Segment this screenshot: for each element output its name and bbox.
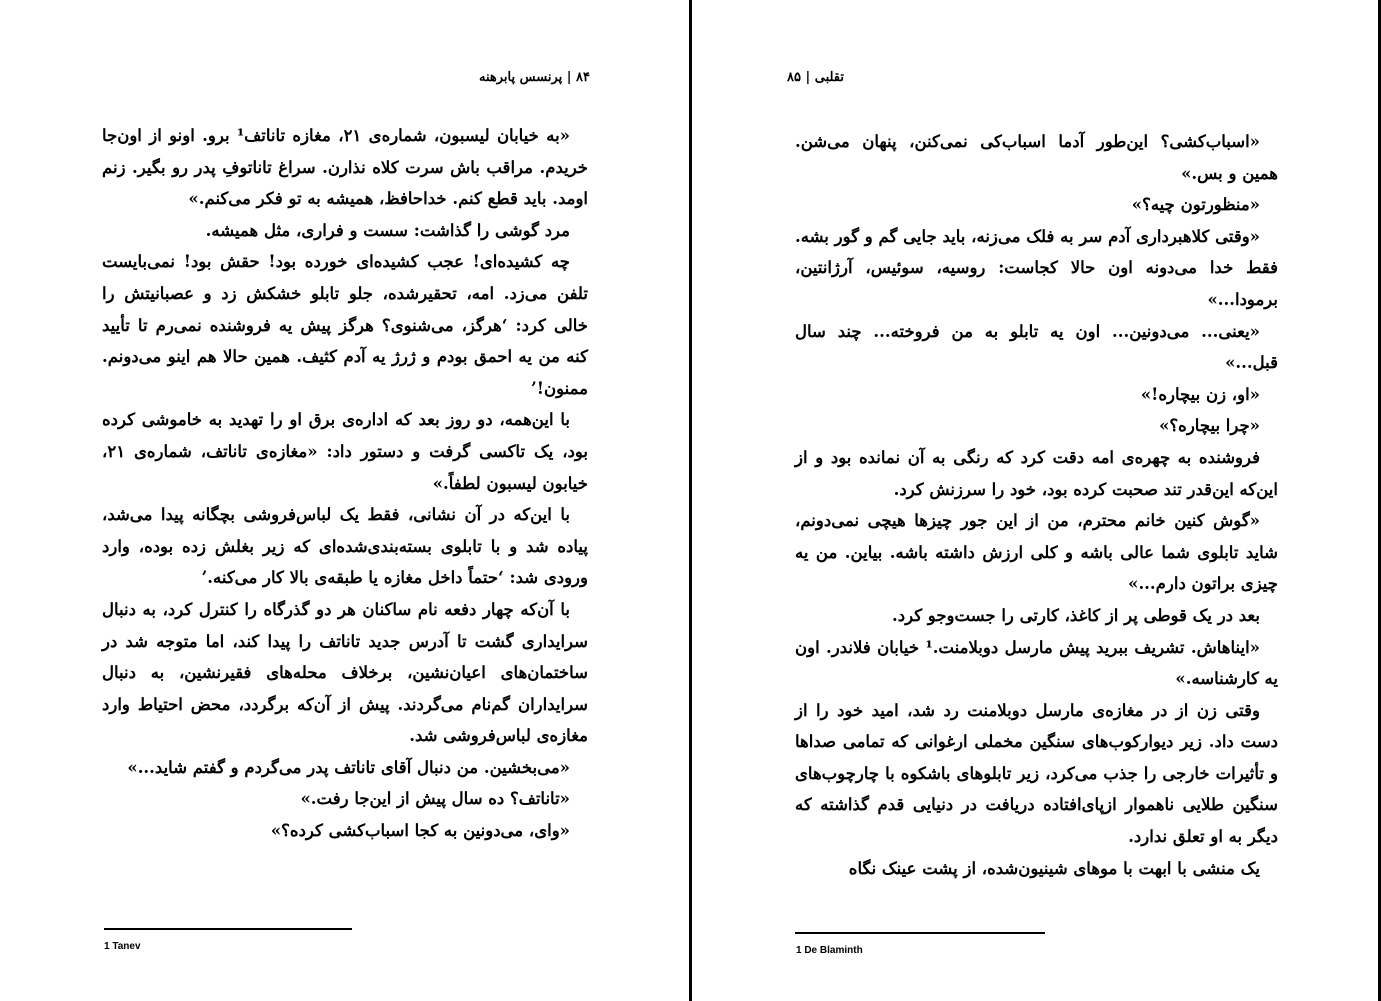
paragraph: «وقتی کلاهبرداری آدم سر به فلک می‌زنه، باید جایی گم و گور بشه. فقط خدا می‌دونه اون حالا کجاست: روسیه، سوئیس، آرژانتین، برمودا...» xyxy=(795,226,1278,309)
paragraph: با آن‌که چهار دفعه نام ساکنان هر دو گذرگاه را کنترل کرد، به دنبال سرایداری گشت تا آدرس جدید تاناتف را پیدا کند، اما متوجه شد در ساختمان‌های اعیان‌نشین، برخلاف محله‌های فقیرنشین، به دنبال سرایداران گم‌نام می‌گردند. پیش از آن‌که برگردد، محض احتیاط وارد مغازه‌ی لباس‌فروشی شد. xyxy=(102,599,588,746)
paragraph: «چرا بیچاره؟» xyxy=(1159,416,1260,436)
paragraph: «وای، می‌دونین به کجا اسباب‌کشی کرده؟» xyxy=(270,821,570,841)
paragraph: «منظورتون چیه؟» xyxy=(1131,195,1260,215)
paragraph: فروشنده به چهره‌ی امه دقت کرد که رنگی به آن نمانده بود و از این‌که این‌قدر تند صحبت کرده بود، خود را سرزنش کرد. xyxy=(795,447,1278,499)
body-text-right xyxy=(795,126,1278,884)
paragraph: چه کشیده‌ای! عجب کشیده‌ای خورده بود! حقش بود! نمی‌بایست تلفن می‌زد. امه، تحقیرشده، جلو تابلو خشکش زد و عصبانیتش را خالی کرد: ‘هرگز، می‌شنوی؟ هرگز پیش یه فروشنده نمی‌رم تا تأیید کنه من یه احمق بودم و ژرژ یه آدم کثیف. همین حالا هم اینو می‌دونم. ممنون!’ xyxy=(102,252,588,398)
paragraph: «او، زن بیچاره!» xyxy=(1140,384,1260,404)
paragraph: «یعنی... می‌دونین... اون یه تابلو به من فروخته... چند سال قبل...» xyxy=(795,321,1278,373)
footnote-right: 1 De Blaminth xyxy=(796,945,863,956)
footnote-left: 1 Tanev xyxy=(104,941,141,952)
running-head-right: تقلبی | ۸۵ xyxy=(787,70,845,85)
running-head-left: ۸۴ | پرنسس پابرهنه xyxy=(479,70,590,85)
paragraph: «اسباب‌کشی؟ این‌طور آدما اسباب‌کی نمی‌کنن، پنهان می‌شن. همین و بس.» xyxy=(795,132,1278,183)
footnote-divider xyxy=(104,928,352,930)
body-text-left xyxy=(102,120,588,847)
paragraph: یک منشی با ابهت با موهای شینیون‌شده، از پشت عینک نگاه xyxy=(848,858,1260,878)
paragraph: با این‌همه، دو روز بعد که اداره‌ی برق او را تهدید به خاموشی کرده بود، یک تاکسی گرفت و دستور داد: «مغازه‌ی تاناتف، شماره‌ی ۲۱، خیابون لیسبون لطفاً.» xyxy=(102,410,588,493)
paragraph: «تاناتف؟ ده سال پیش از این‌جا رفت.» xyxy=(300,789,570,809)
paragraph: وقتی زن از در مغازه‌ی مارسل دوبلامنت رد شد، امید خود را از دست داد. زیر دیوارکوب‌های سنگین مخملی ارغوانی که تمامی صداها و تأثیرات خارجی را جذب می‌کرد، زیر تابلوهای باشکوه با چارچوب‌های سنگین طلایی ناهموار ازپای‌افتاده دریافت در دنیایی قدم گذاشته که دیگر به او تعلق ندارد. xyxy=(795,700,1278,847)
paragraph: «ایناهاش. تشریف ببرید پیش مارسل دوبلامنت.¹ خیابان فلاندر. اون یه کارشناسه.» xyxy=(795,637,1278,689)
right-page xyxy=(692,0,1381,1001)
left-page xyxy=(0,0,690,1001)
paragraph: «می‌بخشین. من دنبال آقای تاناتف پدر می‌گردم و گفتم شاید...» xyxy=(127,757,570,777)
paragraph: «گوش کنین خانم محترم، من از این جور چیزها هیچی نمی‌دونم، شاید تابلوی شما عالی باشه و کلی ارزش داشته باشه. بیاین. من یه چیزی براتون دارم...» xyxy=(795,511,1278,594)
paragraph: مرد گوشی را گذاشت: سست و فراری، مثل همیشه. xyxy=(205,220,570,240)
paragraph: بعد در یک قوطی پر از کاغذ، کارتی را جست‌وجو کرد. xyxy=(892,605,1260,625)
paragraph: «به خیابان لیسبون، شماره‌ی ۲۱، مغازه تاناتف¹ برو. اونو از اون‌جا خریدم. مراقب باش سرت کلاه نذارن. سراغ تاناتوفِ پدر رو بگیر. زنم اومد. باید قطع کنم. خداحافظ، همیشه به تو فکر می‌کنم.» xyxy=(102,126,588,209)
footnote-divider xyxy=(795,932,1045,934)
paragraph: با این‌که در آن نشانی، فقط یک لباس‌فروشی بچگانه پیدا می‌شد، پیاده شد و با تابلوی بسته‌بندی‌شده‌ای که زیر بغلش زده بوده، وارد ورودی شد: ‘حتماً داخل مغازه یا طبقه‌ی بالا کار می‌کنه.’ xyxy=(102,505,588,588)
